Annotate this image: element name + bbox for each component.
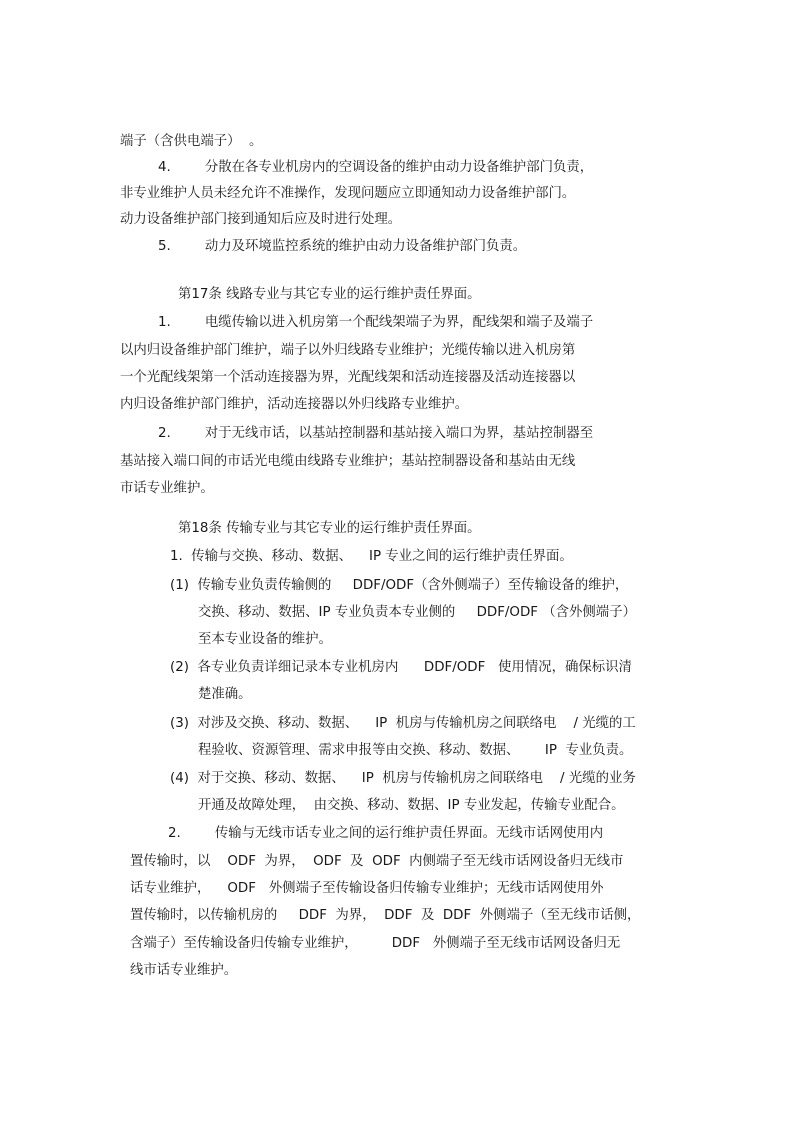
- article-17-heading: 第17条 线路专业与其它专业的运行维护责任界面。: [178, 287, 481, 302]
- text-line-24: 开通及故障处理， 由交换、移动、数据、IP 专业发起，传输专业配合。: [198, 798, 625, 813]
- text-line-15: 1. 传输与交换、移动、数据、 IP 专业之间的运行维护责任界面。: [170, 549, 573, 564]
- text-line-21: (3) 对涉及交换、移动、数据、 IP 机房与传输机房之间联络电 / 光缆的工: [170, 716, 636, 731]
- text-line-25: 2. 传输与无线市话专业之间的运行维护责任界面。无线市话网使用内: [168, 826, 604, 841]
- text-line-13: 市话专业维护。: [120, 481, 214, 496]
- text-line-11: 2. 对于无线市话，以基站控制器和基站接入端口为界，基站控制器至: [158, 426, 594, 441]
- text-line-26: 置传输时，以 ODF 为界， ODF 及 ODF 内侧端子至无线市话网设备归无线市: [130, 854, 624, 869]
- text-line-10: 内归设备维护部门维护，活动连接器以外归线路专业维护。: [120, 397, 469, 412]
- text-line-22: 程验收、资源管理、需求申报等由交换、移动、数据、 IP 专业负责。: [198, 743, 633, 758]
- text-line-23: (4) 对于交换、移动、数据、 IP 机房与传输机房之间联络电 / 光缆的业务: [170, 771, 636, 786]
- text-line-19: (2) 各专业负责详细记录本专业机房内 DDF/ODF 使用情况，确保标识清: [170, 660, 632, 675]
- text-line-20: 楚准确。: [198, 687, 252, 702]
- text-line-18: 至本专业设备的维护。: [198, 632, 332, 647]
- text-line-4: 动力设备维护部门接到通知后应及时进行处理。: [120, 212, 402, 227]
- text-line-7: 1. 电缆传输以进入机房第一个配线架端子为界，配线架和端子及端子: [158, 315, 594, 330]
- text-line-28: 置传输时，以传输机房的 DDF 为界， DDF 及 DDF 外侧端子（至无线市话侧，: [130, 908, 641, 923]
- text-line-30: 线市话专业维护。: [130, 963, 238, 978]
- text-line-17: 交换、移动、数据、IP 专业负责本专业侧的 DDF/ODF （含外侧端子）: [198, 605, 636, 620]
- text-line-1: 端子（含供电端子） 。: [120, 134, 263, 149]
- text-line-2: 4. 分散在各专业机房内的空调设备的维护由动力设备维护部门负责，: [158, 160, 594, 175]
- text-line-16: (1) 传输专业负责传输侧的 DDF/ODF（含外侧端子）至传输设备的维护，: [170, 578, 629, 593]
- text-line-29: 含端子）至传输设备归传输专业维护， DDF 外侧端子至无线市话网设备归无: [130, 936, 621, 951]
- article-18-heading: 第18条 传输专业与其它专业的运行维护责任界面。: [178, 521, 481, 536]
- text-line-3: 非专业维护人员未经允许不准操作，发现问题应立即通知动力设备维护部门。: [120, 186, 576, 201]
- text-line-12: 基站接入端口间的市话光电缆由线路专业维护；基站控制器设备和基站由无线: [120, 454, 576, 469]
- text-line-8: 以内归设备维护部门维护，端子以外归线路专业维护；光缆传输以进入机房第: [120, 343, 576, 358]
- text-line-27: 话专业维护， ODF 外侧端子至传输设备归传输专业维护；无线市话网使用外: [130, 881, 604, 896]
- text-line-9: 一个光配线架第一个活动连接器为界，光配线架和活动连接器及活动连接器以: [120, 370, 576, 385]
- text-line-5: 5. 动力及环境监控系统的维护由动力设备维护部门负责。: [158, 239, 527, 254]
